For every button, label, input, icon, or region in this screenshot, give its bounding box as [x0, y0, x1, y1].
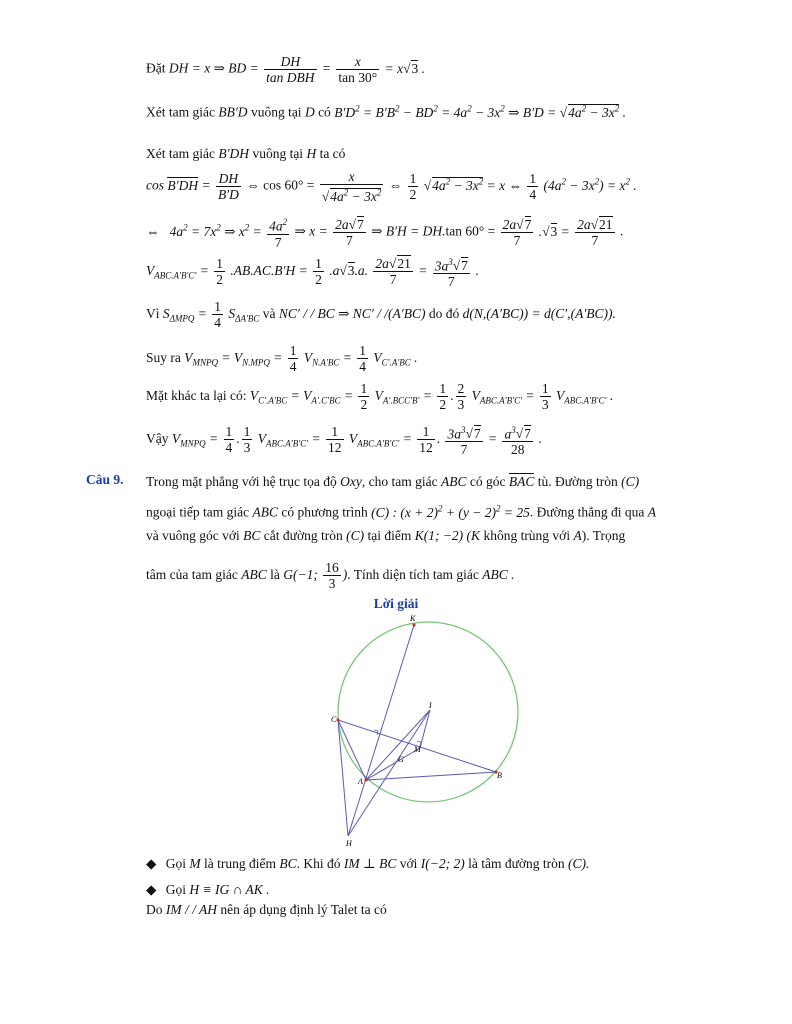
segment-hk [348, 625, 414, 836]
line-mat-khac: Mặt khác ta lại có: $V_{C'.A'BC} = V_{A'.C'BC}$ = $\frac{1}{2}$ $V_{A'.BCC'B'}$ = $\frac{1}{2}$ . $\frac{2}{3}$ $V_{ABC.A'B'C'}$ = $\frac{1}{3}$ $V_{ABC.A'B'C'}$ . [146, 381, 614, 413]
point-c [336, 718, 339, 721]
question-line-2: ngoại tiếp tam giác ABC có phương trình (C) : $(x + 2)^2 + (y - 2)^2 = 25$. Đường thẳng đi qua A [146, 503, 657, 520]
label-g: G [398, 755, 404, 764]
label-h: H [346, 839, 352, 848]
line-solve-x: ⇔ $4a^2 = 7x^2$ ⇒ $x^2$ = $\frac{4a^2}{7}$ ⇒ x = $\frac{2a√ 7}{7}$ ⇒ B′H = DH.tan 60° = $\frac{2a√ 7}{7}$ .√ 3 = $\frac{2a√ 21}{7}$ . [146, 210, 732, 250]
line-triangle-bdh: Xét tam giác B′DH vuông tại H ta có [146, 146, 346, 161]
bullet-2: ◆ Gọi H ≡ IG ∩ AK . [146, 882, 270, 897]
label-c: C [331, 715, 337, 724]
label-m: M [414, 745, 421, 754]
label-i: I [429, 701, 432, 710]
bullet-1: ◆ Gọi M là trung điểm BC. Khi đó IM ⊥ BC với I(−2; 2) là tâm đường tròn (C). [146, 856, 590, 871]
line-set-dh: Đặt DH = x ⇒ BD = $\frac{DH}{\text{tan DBH}}$ = $\frac{x}{\tan 30^\circ}$ = x√ 3 . [146, 54, 732, 85]
line-suy-ra: Suy ra $V_{MNPQ} = V_{N.MPQ}$ = $\frac{1}{4}$ $V_{N.A'BC}$ = $\frac{1}{4}$ $V_{C'.A'BC}$ . [146, 343, 418, 375]
line-volume: $V_{ABC.A'B'C'}$ = $\frac{1}{2}$ .AB.AC.B′H = $\frac{1}{2}$ .a√ 3.a. $\frac{2a√ 21}{7}$ = $\frac{3a^3√ 7}{7}$ . [146, 254, 732, 293]
question-line-1: Trong mặt phẳng với hệ trục tọa độ Oxy, cho tam giác ABC có góc BAC tù. Đường tròn (C) [146, 474, 640, 489]
label-a: A [358, 777, 363, 786]
question-label: Câu 9. [86, 472, 124, 487]
line-area-ratio: Vì $S_{\Delta MPQ}$ = $\frac{1}{4}$ $S_{\Delta A'BC}$ và NC′ / / BC ⇒ NC′ / /(A′BC) do đó d(N,(A′BC)) = d(C′,(A′BC)). [146, 299, 616, 331]
label-b: B [497, 771, 502, 780]
segment-hi [348, 710, 430, 836]
line-cos: cos B′DH = $\frac{DH}{B'D}$ ⇔ cos 60° = x √ $4a^2 - 3x^2$ ⇔ $\frac{1}{2}$ √ $4a^2 - 3x^2 = x$ ⇔ $\frac{1}{4}$ $(4a^2 - 3x^2) = x^2$ . [146, 164, 732, 204]
label-k: K [410, 614, 416, 623]
solution-title: Lời giải [373, 596, 419, 611]
bullet-3: Do IM / / AH nên áp dụng định lý Talet ta có [146, 902, 387, 917]
point-a [364, 778, 367, 781]
point-k [412, 623, 415, 626]
question-line-4: tâm của tam giác ABC là G(−1; $\frac{16}{3}$ ). Tính diện tích tam giác ABC . [146, 560, 515, 592]
line-triangle-bbd: Xét tam giác BB′D vuông tại D có $B'D^2 = B'B^2 - BD^2 = 4a^2 - 3x^2$ ⇒ B′D = √ $4a^2 - 3x^2$ . [146, 98, 732, 123]
question-line-3: và vuông góc với BC cắt đường tròn (C) tại điểm K(1; −2) (K không trùng với A). Trọng [146, 528, 626, 543]
geometry-figure [328, 612, 528, 852]
line-vay: Vậy $V_{MNPQ}$ = $\frac{1}{4}$ . $\frac{1}{3}$ $V_{ABC.A'B'C'}$ = $\frac{1}{12}$ $V_{ABC.A'B'C'}$ = $\frac{1}{12}$ . $\frac{3a^3√ 7}{7}$ = $\frac{a^3√ 7}{28}$ . [146, 422, 732, 461]
